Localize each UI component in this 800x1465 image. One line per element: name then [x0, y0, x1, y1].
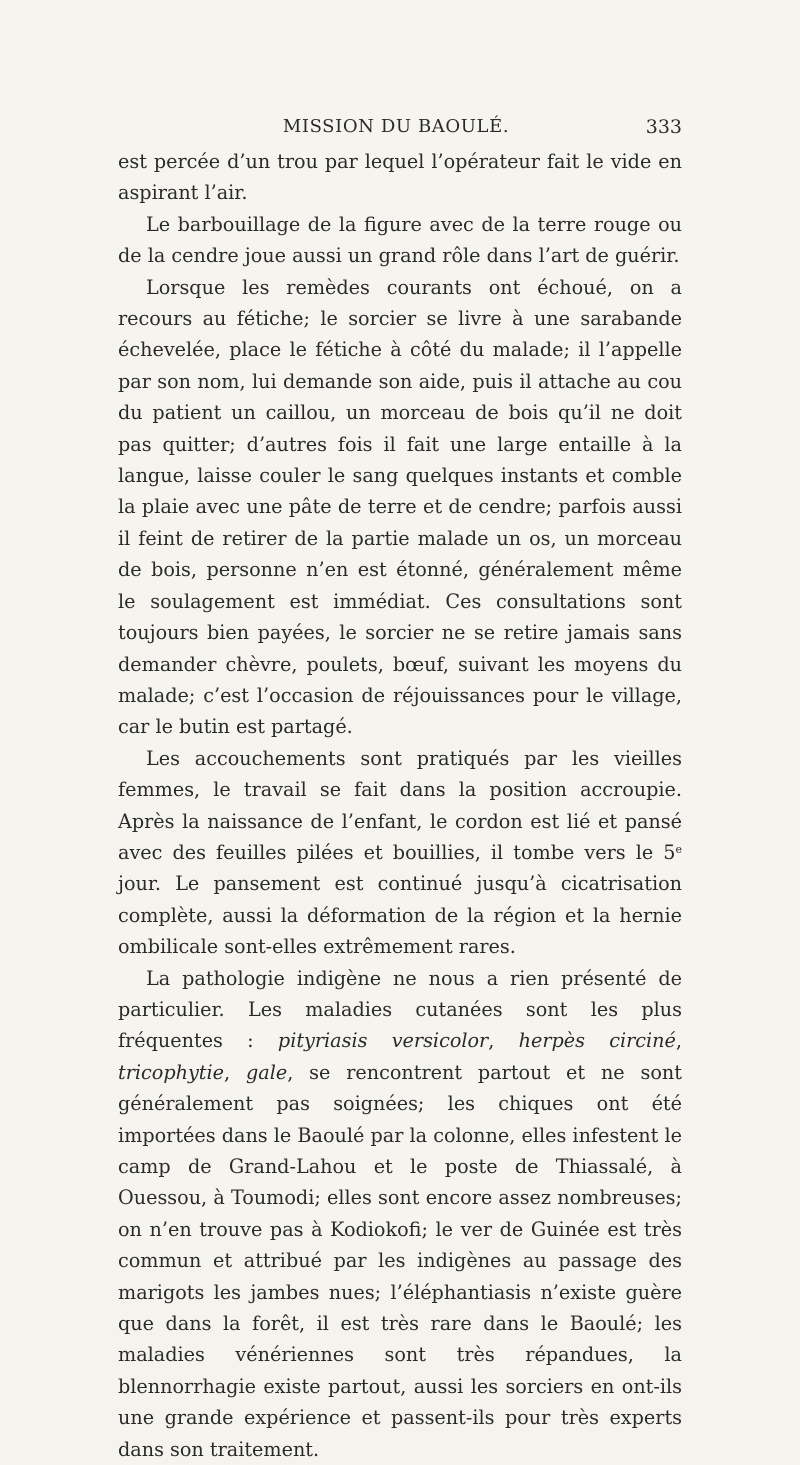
body-text	[118, 146, 682, 1465]
paragraph-3: Lorsque les remèdes courants ont échoué, on a recours au fétiche; le sorcier se livre à une sarabande échevelée, place le fétiche à côté du malade; il l’appelle par son nom, lui demande son aide, puis il attache au cou du patient un caillou, un morceau de bois qu’il ne doit pas quitter; d’autres fois il fait une large entaille à la langue, laisse couler le sang quelques instants et comble la plaie avec une pâte de terre et de cendre; parfois aussi il feint de retirer de la partie malade un os, un morceau de bois, personne n’en est étonné, généralement même le soulagement est immédiat. Ces consultations sont toujours bien payées, le sorcier ne se retire jamais sans demander chèvre, poulets, bœuf, suivant les moyens du malade; c’est l’occasion de réjouissances pour le village, car le butin est partagé.	[118, 275, 682, 739]
separator-3: ,	[224, 1060, 246, 1084]
paragraph-1: est percée d’un trou par lequel l’opérateur fait le vide en aspirant l’air.	[118, 150, 682, 205]
paragraph-2: Le barbouillage de la figure avec de la terre rouge ou de la cendre joue aussi un grand rôle dans l’art de guérir.	[118, 212, 682, 268]
paragraph-4-text-b: jour. Le pansement est continué jusqu’à cicatrisation complète, aussi la déformation de la région et la hernie ombilicale sont-elles extrêmement rares.	[118, 872, 682, 959]
paragraph-5	[118, 963, 682, 1465]
disease-pityriasis: pityriasis versicolor	[277, 1029, 489, 1053]
disease-tricophytie: tricophytie	[118, 1060, 224, 1084]
page-number: 333	[645, 116, 682, 138]
ordinal-superscript: e	[675, 842, 682, 856]
paragraph-4-text-a: Les accouchements sont pratiqués par les vieilles femmes, le travail se fait dans la position accroupie. Après la naissance de l’enfant, le cordon est lié et pansé avec des feuilles pilées et bouillies, il tombe vers le 5	[118, 746, 682, 864]
paragraph-5-rest: , se rencontrent partout et ne sont généralement pas soignées; les chiques ont été importées dans le Baoulé par la colonne, elles infestent le camp de Grand-Lahou et le poste de Thiassalé, à Ouessou, à Toumodi; elles sont encore assez nombreuses; on n’en trouve pas à Kodiokofi; le ver de Guinée est très commun et attribué par les indigènes au passage des marigots les jambes nues; l’éléphantiasis n’existe guère que dans la forêt, il est très rare dans le Baoulé; les maladies vénériennes sont très répandues, la blennorrhagie existe partout, aussi les sorciers en ont-ils une grande expérience et passent-ils pour très experts dans son traitement.	[118, 1060, 682, 1461]
disease-gale: gale	[245, 1060, 288, 1084]
disease-herpes: herpès circiné	[518, 1029, 676, 1053]
separator-1: ,	[488, 1029, 519, 1053]
paragraph-5-intro: La pathologie indigène ne nous a rien présenté de particulier. Les maladies cutanées sont les plus fréquentes :	[118, 966, 682, 1053]
page-header	[110, 116, 682, 146]
running-head: MISSION DU BAOULÉ.	[282, 116, 510, 137]
separator-2: ,	[675, 1029, 683, 1053]
paragraph-4	[118, 743, 682, 963]
